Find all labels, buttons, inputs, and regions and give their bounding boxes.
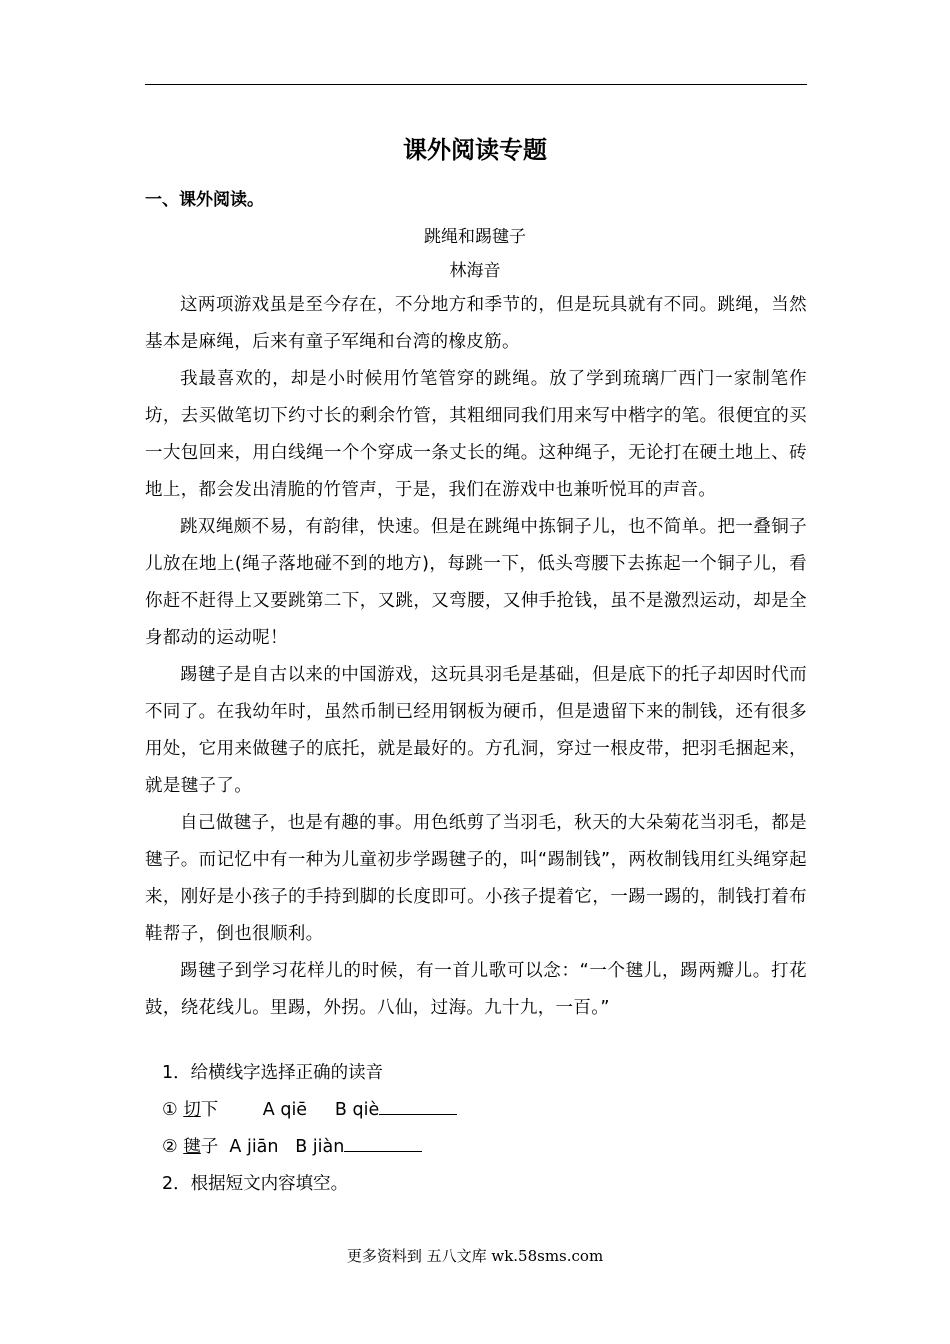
- underlined-char: 切: [183, 1100, 201, 1120]
- article-paragraph: 踢毽子是自古以来的中国游戏，这玩具羽毛是基础，但是底下的托子却因时代而不同了。在我幼年时，虽然币制已经用钢板为硬币，但是遗留下来的制钱，还有很多用处，它用来做毽子的底托，就是最好的。方孔洞，穿过一根皮带，把羽毛捆起来，就是毽子了。: [145, 665, 807, 796]
- article-paragraph: 我最喜欢的，却是小时候用竹笔管穿的跳绳。放了学到琉璃厂西门一家制笔作坊，去买做笔切下约寸长的剩余竹管，其粗细同我们用来写中楷字的笔。很便宜的买一大包回来，用白线绳一个个穿成一条丈长的绳。这种绳子，无论打在硬土地上、砖地上，都会发出清脆的竹管声，于是，我们在游戏中也兼听悦耳的声音。: [145, 369, 807, 500]
- article-paragraph: 自己做毽子，也是有趣的事。用色纸剪了当羽毛，秋天的大朵菊花当羽毛，都是毽子。而记忆中有一种为儿童初步学踢毽子的，叫“踢制钱”，两枚制钱用红头绳穿起来，刚好是小孩子的手持到脚的长度即可。小孩子提着它，一踢一踢的，制钱打着布鞋帮子，倒也很顺利。: [145, 813, 807, 944]
- answer-blank[interactable]: [379, 1092, 457, 1115]
- question-1-item-2: [162, 1129, 457, 1166]
- header-rule: [145, 84, 807, 85]
- questions-block: [162, 1055, 457, 1203]
- question-1-item-1: [162, 1092, 457, 1129]
- question-2-label: 2．根据短文内容填空。: [162, 1174, 349, 1194]
- item-word-rest: 子: [200, 1137, 219, 1157]
- section-heading: 一、课外阅读。: [145, 190, 264, 210]
- answer-blank[interactable]: [344, 1129, 422, 1152]
- option-a: A jiān: [229, 1137, 279, 1157]
- question-1-label: 1．给横线字选择正确的读音: [162, 1063, 384, 1083]
- item-word-rest: 下: [200, 1100, 219, 1120]
- article-author: 林海音: [449, 261, 501, 281]
- item-number: ②: [162, 1137, 178, 1157]
- article-title: 跳绳和踢毽子: [424, 227, 526, 247]
- article-paragraph: 踢毽子到学习花样儿的时候，有一首儿歌可以念：“一个毽儿，踢两瓣儿。打花鼓，绕花线儿。里踢，外拐。八仙，过海。九十九，一百。”: [145, 961, 807, 1018]
- article-paragraph: 这两项游戏虽是至今存在，不分地方和季节的，但是玩具就有不同。跳绳，当然基本是麻绳，后来有童子军绳和台湾的橡皮筋。: [145, 295, 807, 352]
- document-title: 课外阅读专题: [403, 136, 547, 164]
- article-paragraph: 跳双绳颇不易，有韵律，快速。但是在跳绳中拣铜子儿，也不简单。把一叠铜子儿放在地上(绳子落地碰不到的地方)，每跳一下，低头弯腰下去拣起一个铜子儿，看你赶不赶得上又要跳第二下，又跳，又弯腰，又伸手抢钱，虽不是激烈运动，却是全身都动的运动呢！: [145, 517, 807, 648]
- article-body: [145, 287, 807, 1027]
- option-b: B jiàn: [295, 1137, 345, 1157]
- option-b: B qiè: [334, 1100, 380, 1120]
- footer-note: 更多资料到 五八文库 wk.58sms.com: [346, 1247, 604, 1265]
- item-number: ①: [162, 1100, 178, 1120]
- underlined-char: 毽: [183, 1137, 201, 1157]
- option-a: A qiē: [262, 1100, 308, 1120]
